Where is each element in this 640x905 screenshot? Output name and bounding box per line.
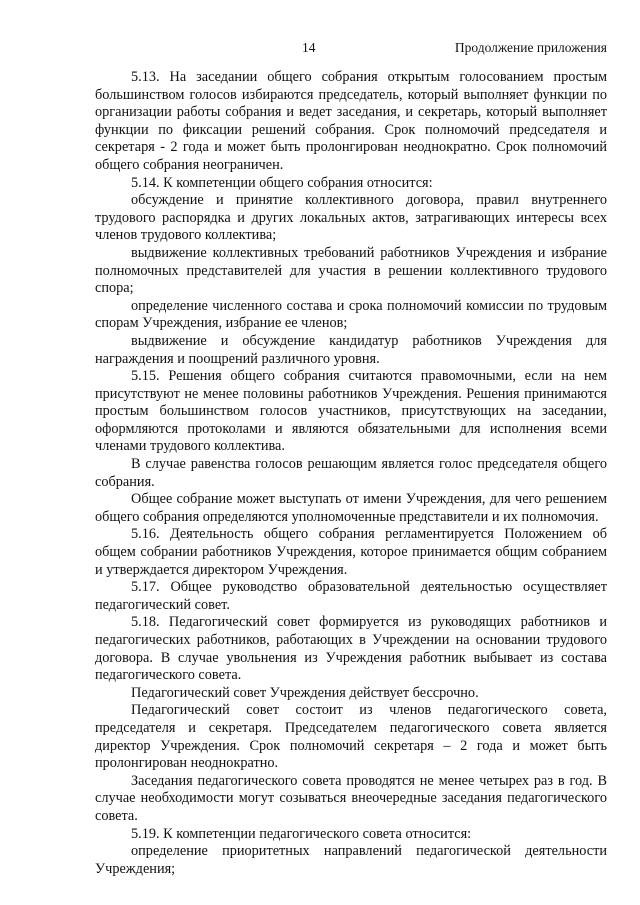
paragraph: 5.17. Общее руководство образовательной деятельностью осуществляет педагогический совет. xyxy=(95,579,607,613)
paragraph: выдвижение коллективных требований работников Учреждения и избрание полномочных представителей для участия в решении коллективного трудового спора; xyxy=(95,244,607,297)
paragraph: В случае равенства голосов решающим является голос председателя общего собрания. xyxy=(95,456,607,490)
paragraph: определение приоритетных направлений педагогической деятельности Учреждения; xyxy=(95,843,607,877)
paragraph: Педагогический совет состоит из членов педагогического совета, председателя и секретаря. Председателем педагогического совета является директор Учреждения. Срок полномочий секретаря – 2 года и может быть пролонгирован неоднократно. xyxy=(95,702,607,772)
paragraph: Заседания педагогического совета проводятся не менее четырех раз в год. В случае необходимости могут созываться внеочередные заседания педагогического совета. xyxy=(95,772,607,824)
paragraph: 5.14. К компетенции общего собрания относится: xyxy=(131,174,433,191)
paragraph: обсуждение и принятие коллективного договора, правил внутреннего трудового распорядка и других локальных актов, затрагивающих интересы всех членов трудового коллектива; xyxy=(95,192,607,244)
paragraph: 5.15. Решения общего собрания считаются правомочными, если на нем присутствуют не менее половины работников Учреждения. Решения принимаются простым большинством голосов участников, присутствующих на заседании, оформляются протоколами и являются обязательными для исполнения всеми членами трудового коллектива. xyxy=(95,368,607,455)
paragraph: Педагогический совет Учреждения действует бессрочно. xyxy=(131,684,479,701)
paragraph: 5.19. К компетенции педагогического совета относится: xyxy=(131,825,472,842)
paragraph: 5.18. Педагогический совет формируется из руководящих работников и педагогических работников, работающих в Учреждении на основании трудового договора. В случае увольнения из Учреждения работник выбывает из состава педагогического совета. xyxy=(95,614,607,684)
continuation-label: Продолжение приложения xyxy=(454,40,607,55)
page-number: 14 xyxy=(302,40,316,55)
paragraph: Общее собрание может выступать от имени Учреждения, для чего решением общего собрания определяются уполномоченные представители и их полномочия. xyxy=(95,491,607,525)
paragraph: 5.13. На заседании общего собрания открытым голосованием простым большинством голосов избираются председатель, который выполняет функции по организации работы собрания и ведет заседания, и секретарь, который выполняет функции по фиксации решений собрания. Срок полномочий председателя и секретаря - 2 года и может быть пролонгирован неоднократно. Срок полномочий общего собрания неограничен. xyxy=(95,69,607,173)
paragraph: определение численного состава и срока полномочий комиссии по трудовым спорам Учреждения, избрание ее членов; xyxy=(95,297,607,332)
paragraph: 5.16. Деятельность общего собрания регламентируется Положением об общем собрании работников Учреждения, которое принимается общим собранием и утверждается директором Учреждения. xyxy=(95,526,607,578)
document-body xyxy=(95,69,607,878)
paragraph: выдвижение и обсуждение кандидатур работников Учреждения для награждения и поощрений различного уровня. xyxy=(95,332,607,367)
